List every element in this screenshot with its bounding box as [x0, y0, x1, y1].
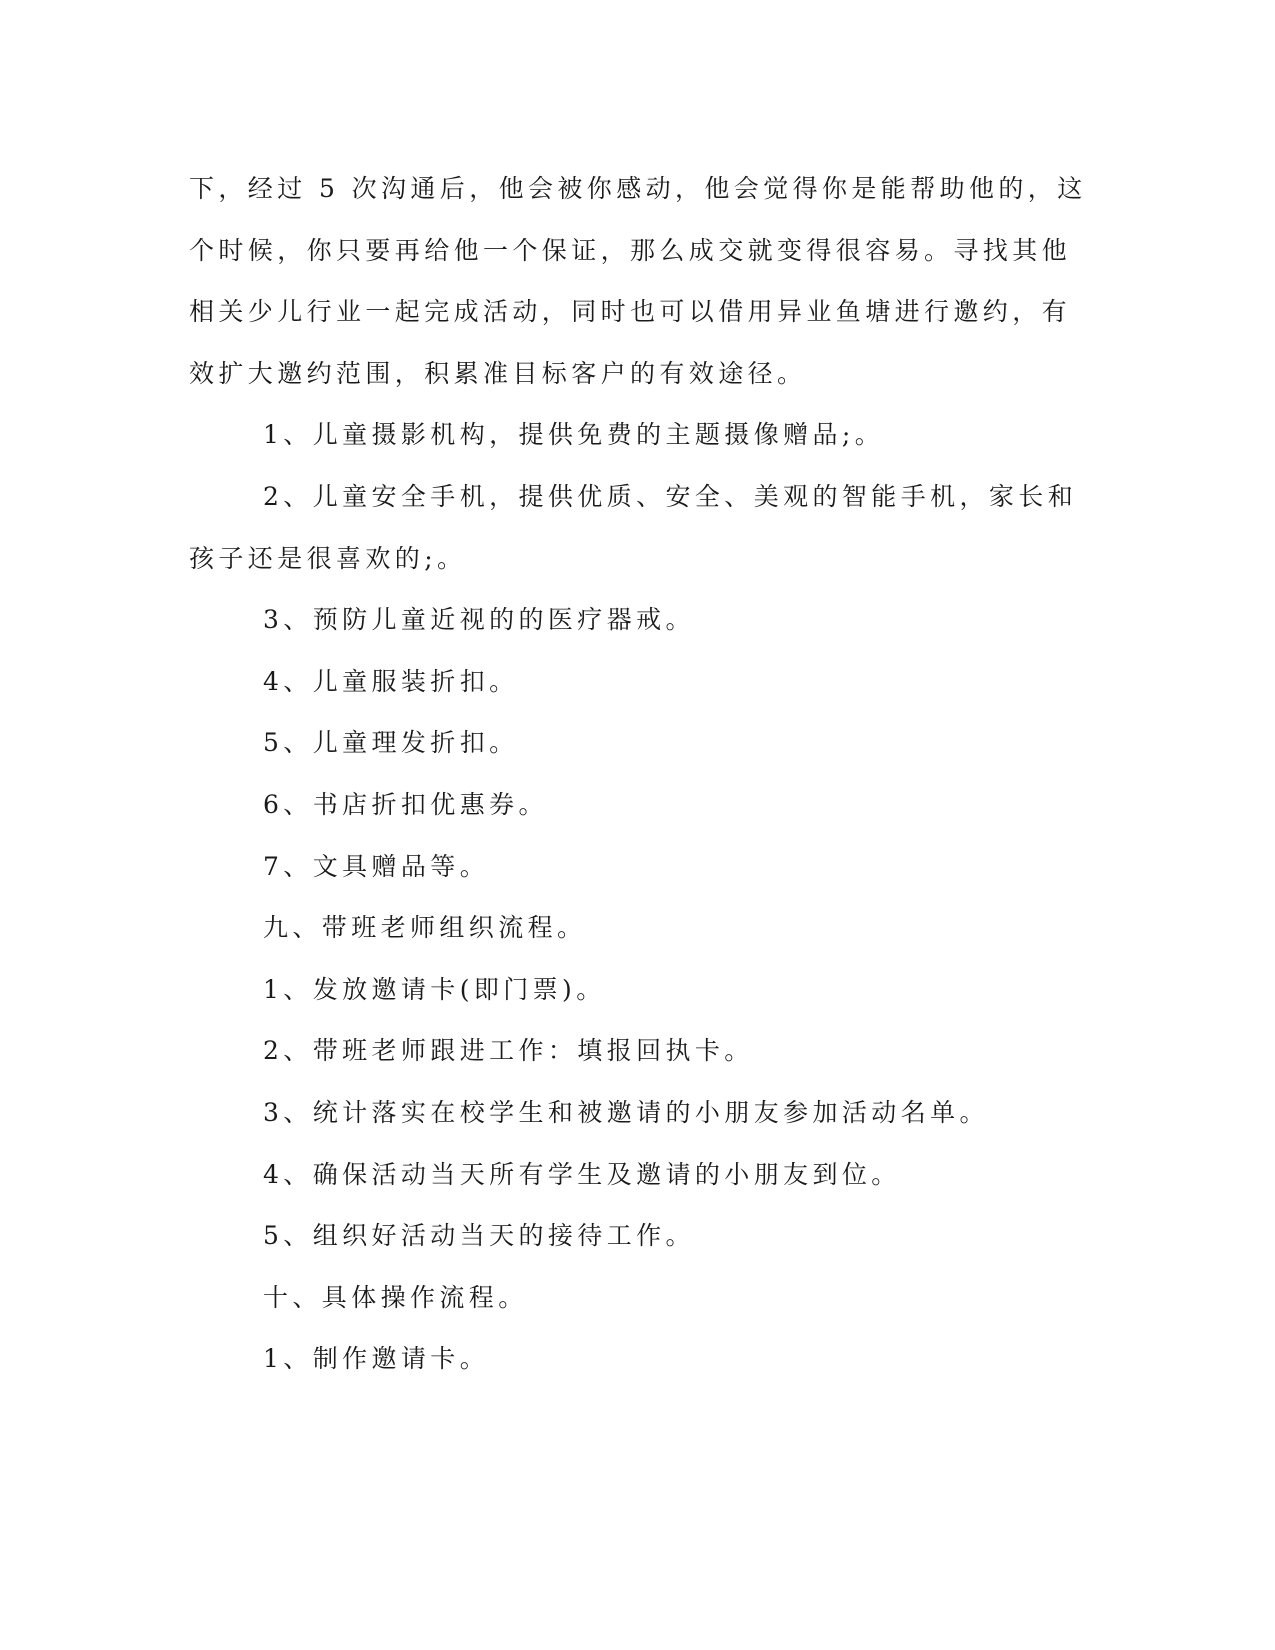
list-item: 5、儿童理发折扣。 — [263, 728, 519, 758]
body-text — [189, 158, 1087, 1390]
paragraph-line: 效扩大邀约范围，积累准目标客户的有效途径。 — [189, 358, 807, 388]
list-item: 7、文具赠品等。 — [263, 851, 490, 881]
list-item: 3、预防儿童近视的的医疗器戒。 — [263, 605, 695, 635]
paragraph-line: 下，经过 5 次沟通后，他会被你感动，他会觉得你是能帮助他的，这 — [189, 174, 1087, 203]
section-heading: 九、带班老师组织流程。 — [263, 913, 587, 943]
list-item: 1、发放邀请卡(即门票)。 — [263, 974, 606, 1004]
list-item: 5、组织好活动当天的接待工作。 — [263, 1221, 695, 1251]
list-item: 4、儿童服装折扣。 — [263, 666, 519, 696]
list-item: 1、儿童摄影机构，提供免费的主题摄像赠品;。 — [263, 420, 885, 450]
list-item: 3、统计落实在校学生和被邀请的小朋友参加活动名单。 — [263, 1097, 989, 1127]
list-item: 6、书店折扣优惠券。 — [263, 789, 548, 819]
paragraph-line: 个时候，你只要再给他一个保证，那么成交就变得很容易。寻找其他 — [189, 235, 1072, 265]
list-item: 2、儿童安全手机，提供优质、安全、美观的智能手机，家长和 — [263, 481, 1078, 511]
list-item: 1、制作邀请卡。 — [263, 1344, 490, 1374]
section-heading: 十、具体操作流程。 — [263, 1282, 528, 1312]
list-item: 2、带班老师跟进工作：填报回执卡。 — [263, 1036, 754, 1066]
list-item-continuation: 孩子还是很喜欢的;。 — [189, 543, 467, 573]
paragraph-line: 相关少儿行业一起完成活动，同时也可以借用异业鱼塘进行邀约，有 — [189, 297, 1072, 327]
list-item: 4、确保活动当天所有学生及邀请的小朋友到位。 — [263, 1159, 901, 1189]
